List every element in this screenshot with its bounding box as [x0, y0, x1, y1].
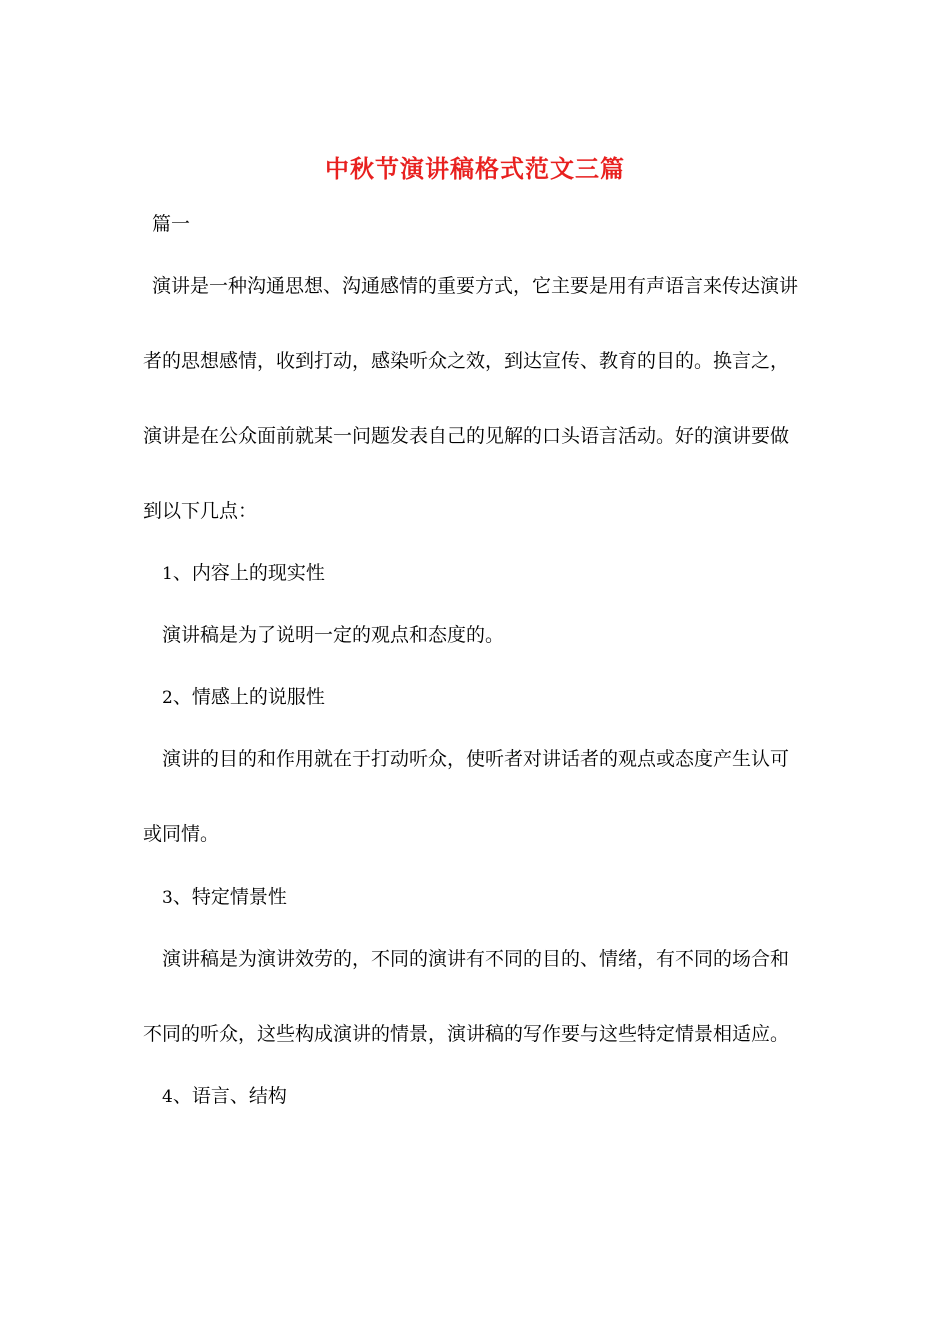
point-1-number: 1: [162, 564, 173, 584]
point-3-heading: [162, 883, 287, 912]
point-1-heading: [162, 559, 325, 588]
point-2-body-line-1: 演讲的目的和作用就在于打动听众，使听者对讲话者的观点或态度产生认可: [162, 748, 790, 770]
section-heading: 篇一: [152, 213, 191, 235]
point-2-title: 、情感上的说服性: [172, 686, 325, 708]
point-3-number: 3: [162, 888, 173, 908]
point-2-heading: [162, 683, 325, 712]
point-4-title: 、语言、结构: [172, 1085, 287, 1107]
point-1-body-line-1: 演讲稿是为了说明一定的观点和态度的。: [162, 624, 505, 646]
point-2-number: 2: [162, 688, 173, 708]
point-2-body-line-2: 或同情。: [143, 823, 220, 845]
intro-line-3: 演讲是在公众面前就某一问题发表自己的见解的口头语言活动。好的演讲要做: [143, 425, 790, 447]
point-3-body-line-2: 不同的听众，这些构成演讲的情景，演讲稿的写作要与这些特定情景相适应。: [143, 1023, 790, 1045]
intro-line-2: 者的思想感情，收到打动，感染听众之效，到达宣传、教育的目的。换言之，: [143, 350, 790, 372]
point-1-title: 、内容上的现实性: [172, 562, 325, 584]
point-3-title: 、特定情景性: [172, 886, 287, 908]
point-4-heading: [162, 1082, 287, 1111]
document-title: 中秋节演讲稿格式范文三篇: [325, 154, 625, 183]
intro-line-4: 到以下几点：: [143, 500, 258, 522]
point-4-number: 4: [162, 1087, 173, 1107]
point-3-body-line-1: 演讲稿是为演讲效劳的，不同的演讲有不同的目的、情绪，有不同的场合和: [162, 948, 790, 970]
intro-line-1: 演讲是一种沟通思想、沟通感情的重要方式，它主要是用有声语言来传达演讲: [152, 275, 799, 297]
